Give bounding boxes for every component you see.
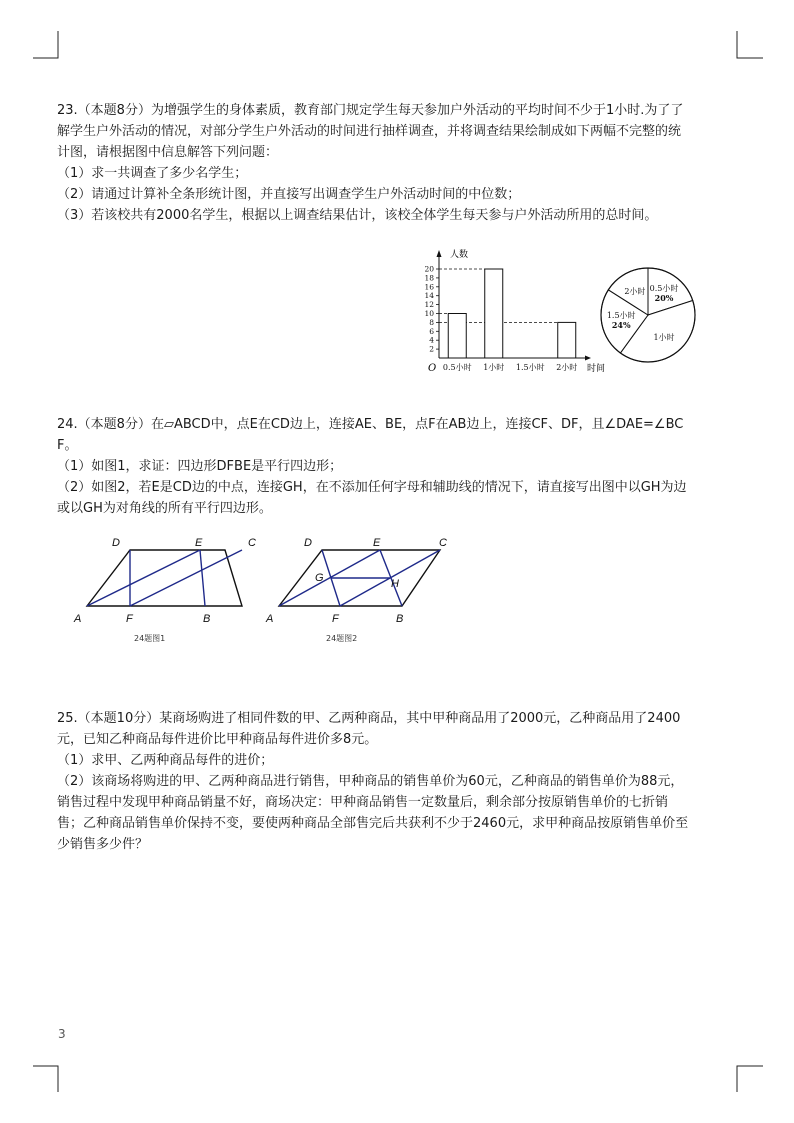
q25-part2-line3: 售；乙种商品销售单价保持不变，要使两种商品全部售完后共获利不少于2460元，求甲种商品按原销售单价至 <box>57 816 689 831</box>
q25-part2-line4: 少销售多少件？ <box>57 837 149 852</box>
fig1-label-d: D <box>112 537 120 549</box>
q25-stem-line1: 25.（本题10分）某商场购进了相同件数的甲、乙两种商品，其中甲种商品用了2000元，乙种商品用了2400 <box>57 711 681 726</box>
q24-part2-line2: 或以GH为对角线的所有平行四边形。 <box>57 501 272 516</box>
bar-chart-xtick-label: 0.5小时 <box>442 363 472 372</box>
fig2-label-g: G <box>315 572 324 584</box>
bar-chart-bar <box>485 269 503 358</box>
bar-chart-ylabel: 人数 <box>450 250 469 260</box>
segment-cf <box>130 550 242 606</box>
fig2-label-d: D <box>304 537 312 549</box>
parallelogram-abcd <box>87 550 242 606</box>
pie-chart-slice-percent: 20% <box>654 292 674 303</box>
pie-chart-slice-label: 0.5小时 <box>649 283 679 293</box>
figure-24-1 <box>70 532 270 647</box>
bar-chart-xticks <box>443 362 577 372</box>
crop-mark-top-left <box>33 31 59 59</box>
q25-part1: （1）求甲、乙两种商品每件的进价； <box>57 753 274 768</box>
bar-chart-ytick-label: 18 <box>424 273 434 283</box>
bar-chart-yticks <box>424 265 439 354</box>
fig2-label-f: F <box>332 613 339 625</box>
crop-mark-bottom-left <box>33 1065 59 1093</box>
question-25 <box>57 708 747 855</box>
bar-chart-xlabel: 时间 <box>587 364 605 374</box>
fig2-caption: 24题图2 <box>326 634 358 643</box>
crop-mark-top-right <box>736 31 764 59</box>
bar-chart-ytick-label: 6 <box>429 326 434 336</box>
fig1-caption: 24题图1 <box>134 634 166 643</box>
bar-chart-bar <box>558 322 576 358</box>
bar-chart-ytick-label: 16 <box>424 282 434 292</box>
figure-24-2 <box>262 532 462 647</box>
bar-chart-bar <box>448 314 466 359</box>
bar-chart-ytick-label: 8 <box>429 317 434 327</box>
bar-chart-ytick-label: 12 <box>424 300 434 310</box>
q23-stem-line1: 23.（本题8分）为增强学生的身体素质，教育部门规定学生每天参加户外活动的平均时间不少于1小时.为了了 <box>57 103 684 118</box>
bar-chart-ytick-label: 20 <box>424 264 434 274</box>
q23-part2: （2）请通过计算补全条形统计图，并直接写出调查学生户外活动时间的中位数； <box>57 187 521 202</box>
pie-chart <box>598 263 698 367</box>
page-number: 3 <box>58 1027 66 1041</box>
bar-chart-x-arrow <box>585 356 591 361</box>
q24-part2-line1: （2）如图2，若E是CD边的中点，连接GH，在不添加任何字母和辅助线的情况下，请直接写出图中以GH为边 <box>57 480 687 495</box>
q23-part3: （3）若该校共有2000名学生，根据以上调查结果估计，该校全体学生每天参与户外活动所用的总时间。 <box>57 208 658 223</box>
q24-part1: （1）如图1，求证：四边形DFBE是平行四边形； <box>57 459 343 474</box>
fig1-label-e: E <box>195 537 203 549</box>
fig2-label-e: E <box>373 537 381 549</box>
bar-chart-ytick-label: 14 <box>424 291 434 301</box>
question-23 <box>57 100 747 226</box>
crop-mark-bottom-right <box>736 1065 764 1093</box>
bar-chart-origin-label: O <box>428 363 437 374</box>
q23-stem-line2: 解学生户外活动的情况，对部分学生户外活动的时间进行抽样调查，并将调查结果绘制成如下两幅不完整的统 <box>57 124 682 139</box>
bar-chart-xtick-label: 2小时 <box>556 363 578 372</box>
bar-chart <box>415 247 605 379</box>
q23-part1: （1）求一共调查了多少名学生； <box>57 166 248 181</box>
fig1-label-b: B <box>203 613 211 625</box>
q25-stem-line2: 元，已知乙种商品每件进价比甲种商品每件进价多8元。 <box>57 732 378 747</box>
fig2-label-b: B <box>396 613 404 625</box>
fig1-label-f: F <box>126 613 133 625</box>
fig1-label-a: A <box>74 613 82 625</box>
bar-chart-xtick-label: 1.5小时 <box>515 363 545 372</box>
pie-chart-slice-label: 1小时 <box>653 333 675 343</box>
segment-be <box>200 550 205 606</box>
pie-chart-slice-label: 2小时 <box>624 287 646 297</box>
q25-part2-line1: （2）该商场将购进的甲、乙两种商品进行销售，甲种商品的销售单价为60元，乙种商品的销售单价为88元， <box>57 774 684 789</box>
q24-stem-line1: 24.（本题8分）在▱ABCD中，点E在CD边上，连接AE、BE，点F在AB边上，连接CF、DF，且∠DAE=∠BC <box>57 417 684 432</box>
fig2-label-a: A <box>266 613 274 625</box>
pie-chart-slice-label: 1.5小时 <box>606 311 636 321</box>
fig2-label-c: C <box>439 537 447 549</box>
bar-chart-y-arrow <box>437 250 442 257</box>
bar-chart-xtick-label: 1小时 <box>483 363 505 372</box>
bar-chart-ytick-label: 2 <box>429 344 434 354</box>
q24-stem-line2: F。 <box>57 438 78 453</box>
fig1-label-c: C <box>248 537 256 549</box>
q25-part2-line2: 销售过程中发现甲种商品销量不好，商场决定：甲种商品销售一定数量后，剩余部分按原销售单价的七折销 <box>57 795 669 810</box>
segment-ae <box>87 550 200 606</box>
q23-stem-line3: 计图，请根据图中信息解答下列问题： <box>57 145 279 160</box>
bar-chart-bars <box>448 269 576 358</box>
bar-chart-ytick-label: 10 <box>424 309 434 318</box>
question-24 <box>57 414 747 519</box>
fig2-label-h: H <box>391 578 399 590</box>
bar-chart-ytick-label: 4 <box>429 335 434 345</box>
pie-chart-slice-percent: 24% <box>611 320 631 331</box>
